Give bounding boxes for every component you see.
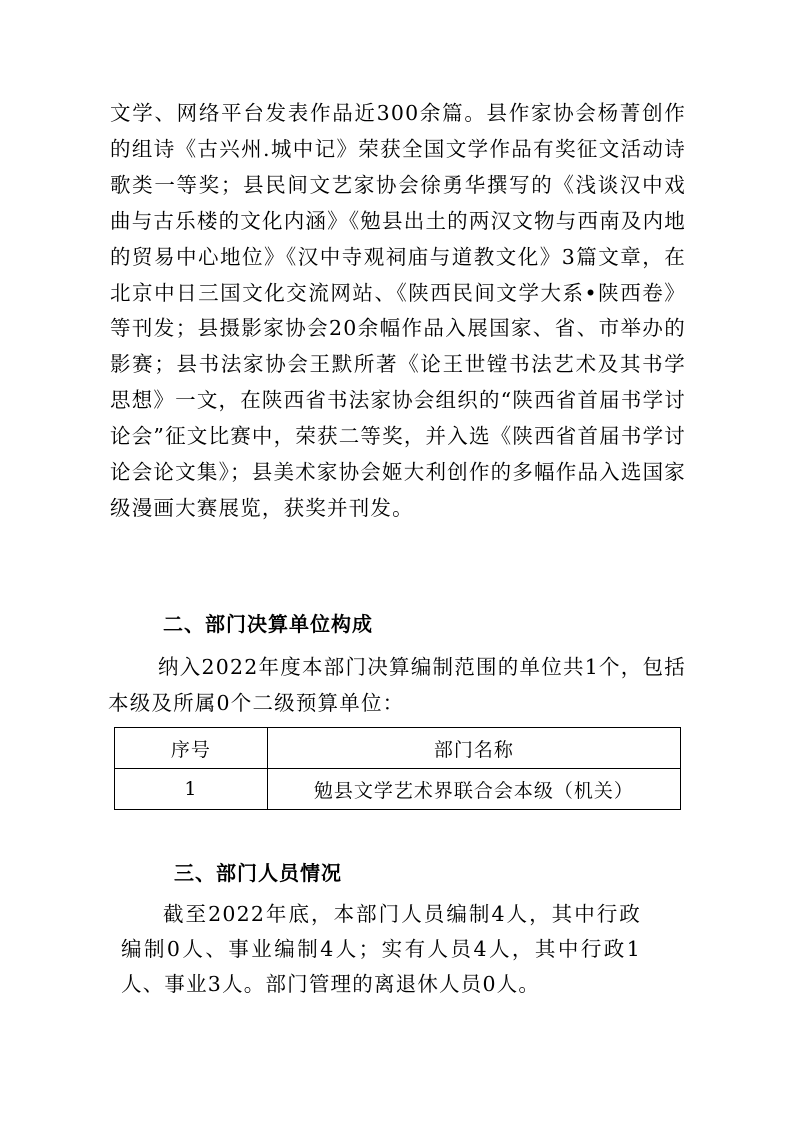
table-header-department-name: 部门名称 [267, 728, 680, 769]
table-cell-index: 1 [115, 769, 268, 810]
paragraph-achievements: 文学、网络平台发表作品近300余篇。县作家协会杨菁创作的组诗《古兴州.城中记》荣获全国文学作品有奖征文活动诗歌类一等奖；县民间文艺家协会徐勇华撰写的《浅谈汉中戏曲与古乐楼的文化内涵》《勉县出土的两汉文物与西南及内地的贸易中心地位》《汉中寺观祠庙与道教文化》3篇文章，在北京中日三国文化交流网站、《陕西民间文学大系•陕西卷》等刊发；县摄影家协会20余幅作品入展国家、省、市举办的影赛；县书法家协会王默所著《论王世镗书法艺术及其书学思想》一文，在陕西省书法家协会组织的“陕西省首届书学讨论会”征文比赛中，荣获二等奖，并入选《陕西省首届书学讨论会论文集》；县美术家协会姬大利创作的多幅作品入选国家级漫画大赛展览，获奖并刊发。 [110, 101, 686, 520]
paragraph-unit-composition: 纳入2022年度本部门决算编制范围的单位共1个，包括本级及所属0个二级预算单位： [108, 655, 686, 715]
table-header-row [115, 728, 681, 769]
department-table [114, 727, 681, 810]
table-header-index: 序号 [115, 728, 268, 769]
table-cell-department-name: 勉县文学艺术界联合会本级（机关） [267, 769, 680, 810]
paragraph-staff: 截至2022年底，本部门人员编制4人，其中行政编制0人、事业编制4人；实有人员4人，其中行政1人、事业3人。部门管理的离退休人员0人。 [121, 902, 641, 996]
section-heading-staff: 三、部门人员情况 [174, 861, 342, 885]
table-row [115, 769, 681, 810]
section-heading-unit-composition: 二、部门决算单位构成 [163, 612, 373, 636]
